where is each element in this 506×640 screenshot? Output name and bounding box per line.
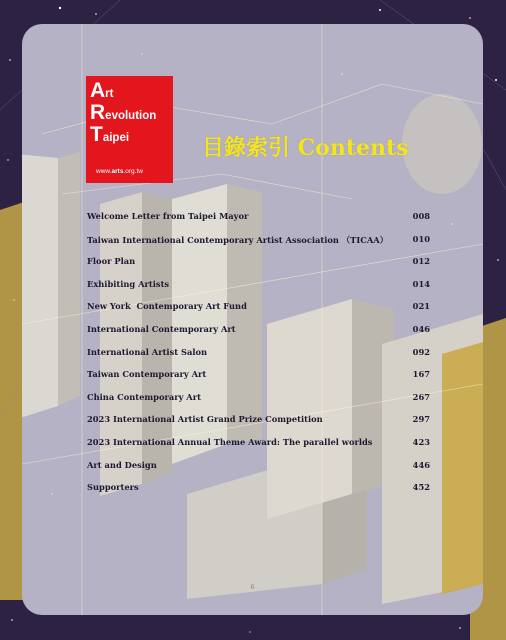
toc-page-number: 446 [412, 459, 430, 470]
toc-title: Art and Design [87, 459, 157, 470]
toc-page-number: 012 [412, 256, 430, 267]
toc-title: China Contemporary Art [87, 391, 201, 402]
toc-title: Taiwan Contemporary Art [87, 369, 207, 380]
toc-row[interactable] [87, 364, 430, 387]
toc-title: International Artist Salon [87, 346, 208, 357]
toc-title: International Contemporary Art [87, 323, 236, 334]
toc-row[interactable] [87, 342, 430, 365]
table-of-contents [87, 206, 430, 500]
toc-page-number: 297 [412, 414, 430, 425]
toc-title: Welcome Letter from Taipei Mayor [87, 211, 249, 221]
toc-row[interactable] [87, 206, 430, 229]
toc-page-number: 014 [412, 278, 430, 289]
toc-title: 2023 International Artist Grand Prize Competition [87, 414, 323, 425]
art-revolution-taipei-logo [86, 76, 173, 183]
logo-url: www.arts.org.tw [96, 168, 143, 175]
toc-title: Exhibiting Artists [87, 278, 170, 289]
toc-row[interactable] [87, 455, 430, 478]
toc-page-number: 452 [412, 482, 430, 493]
toc-row[interactable] [87, 432, 430, 455]
toc-page-number: 021 [412, 301, 430, 312]
toc-page-number: 046 [412, 323, 430, 334]
toc-row[interactable] [87, 274, 430, 297]
toc-row[interactable] [87, 296, 430, 319]
toc-title: 2023 International Annual Theme Award: The parallel worlds [87, 436, 373, 447]
toc-title: Floor Plan [87, 256, 136, 267]
toc-row[interactable] [87, 251, 430, 274]
toc-title: New York Contemporary Art Fund [87, 301, 247, 312]
toc-row[interactable] [87, 477, 430, 500]
contents-panel [22, 24, 483, 615]
toc-page-number: 008 [412, 211, 430, 221]
logo-line-1: Art [90, 79, 114, 102]
toc-page-number: 423 [412, 436, 430, 447]
logo-line-3: Taipei [90, 123, 130, 146]
toc-title: Taiwan International Contemporary Artist Association （TICAA） [87, 234, 388, 245]
logo-line-2: Revolution [90, 101, 157, 124]
toc-row[interactable] [87, 229, 430, 252]
page-number: 6 [250, 584, 255, 591]
toc-row[interactable] [87, 409, 430, 432]
toc-page-number: 167 [412, 369, 430, 380]
toc-row[interactable] [87, 319, 430, 342]
contents-title: 目錄索引 Contents [202, 135, 409, 161]
toc-row[interactable] [87, 387, 430, 410]
toc-page-number: 010 [412, 233, 430, 244]
toc-title: Supporters [87, 482, 139, 493]
toc-page-number: 092 [412, 346, 430, 357]
toc-page-number: 267 [412, 391, 430, 402]
